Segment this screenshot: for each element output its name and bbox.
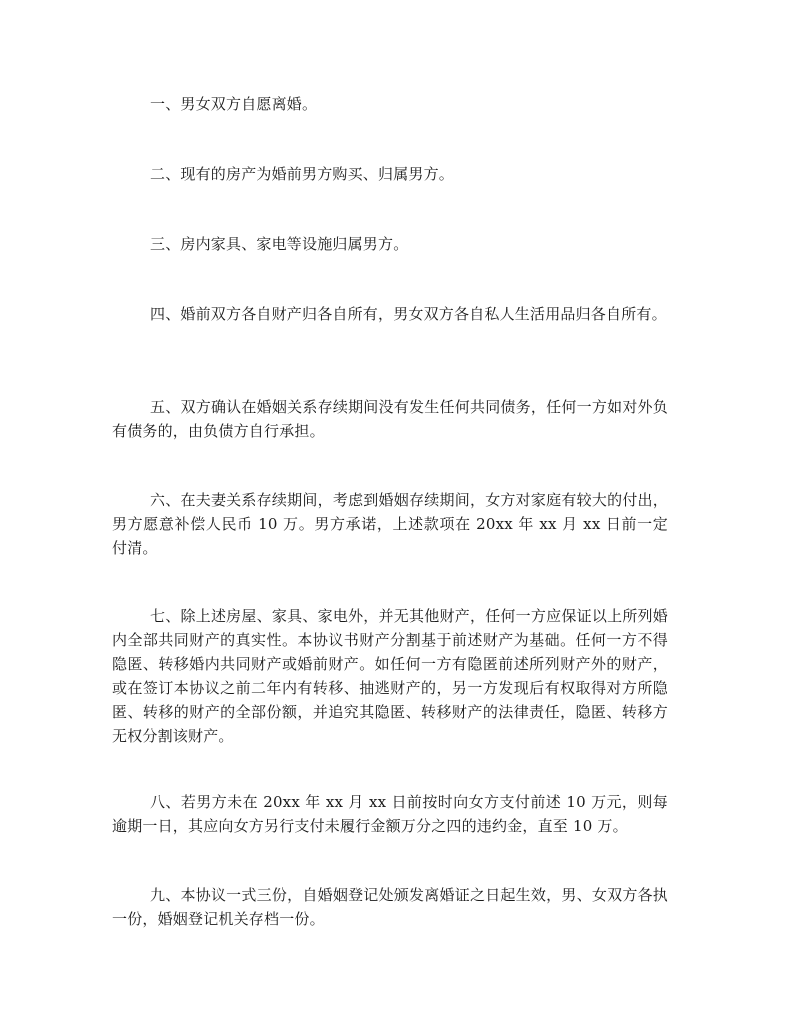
- clause-2-paragraph: 二、现有的房产为婚前男方购买、归属男方。: [150, 165, 455, 183]
- clause-8-paragraph: 八、若男方未在 20xx 年 xx 月 xx 日前按时向女方支付前述 10 万元，则每逾期一日，其应向女方另行支付未履行金额万分之四的违约金，直至 10 万。: [112, 793, 668, 835]
- clause-4-paragraph: 四、婚前双方各自财产归各自所有，男女双方各自私人生活用品归各自所有。: [150, 305, 667, 323]
- clause-6-paragraph: 六、在夫妻关系存续期间，考虑到婚姻存续期间，女方对家庭有较大的付出，男方愿意补偿人民币 10 万。男方承诺，上述款项在 20xx 年 xx 月 xx 日前一定付清。: [112, 491, 668, 557]
- clause-5-paragraph: 五、双方确认在婚姻关系存续期间没有发生任何共同债务，任何一方如对外负有债务的，由负债方自行承担。: [112, 398, 668, 440]
- clause-7-paragraph: 七、除上述房屋、家具、家电外，并无其他财产，任何一方应保证以上所列婚内全部共同财产的真实性。本协议书财产分割基于前述财产为基础。任何一方不得隐匿、转移婚内共同财产或婚前财产。如任何一方有隐匿前述所列财产外的财产，或在签订本协议之前二年内有转移、抽逃财产的，另一方发现后有权取得对方所隐匿、转移的财产的全部份额，并追究其隐匿、转移财产的法律责任，隐匿、转移方无权分割该财产。: [112, 607, 668, 745]
- clause-3-paragraph: 三、房内家具、家电等设施归属男方。: [150, 235, 409, 253]
- clause-9-paragraph: 九、本协议一式三份，自婚姻登记处颁发离婚证之日起生效，男、女双方各执一份，婚姻登记机关存档一份。: [112, 886, 668, 928]
- clause-1-paragraph: 一、男女双方自愿离婚。: [150, 95, 318, 113]
